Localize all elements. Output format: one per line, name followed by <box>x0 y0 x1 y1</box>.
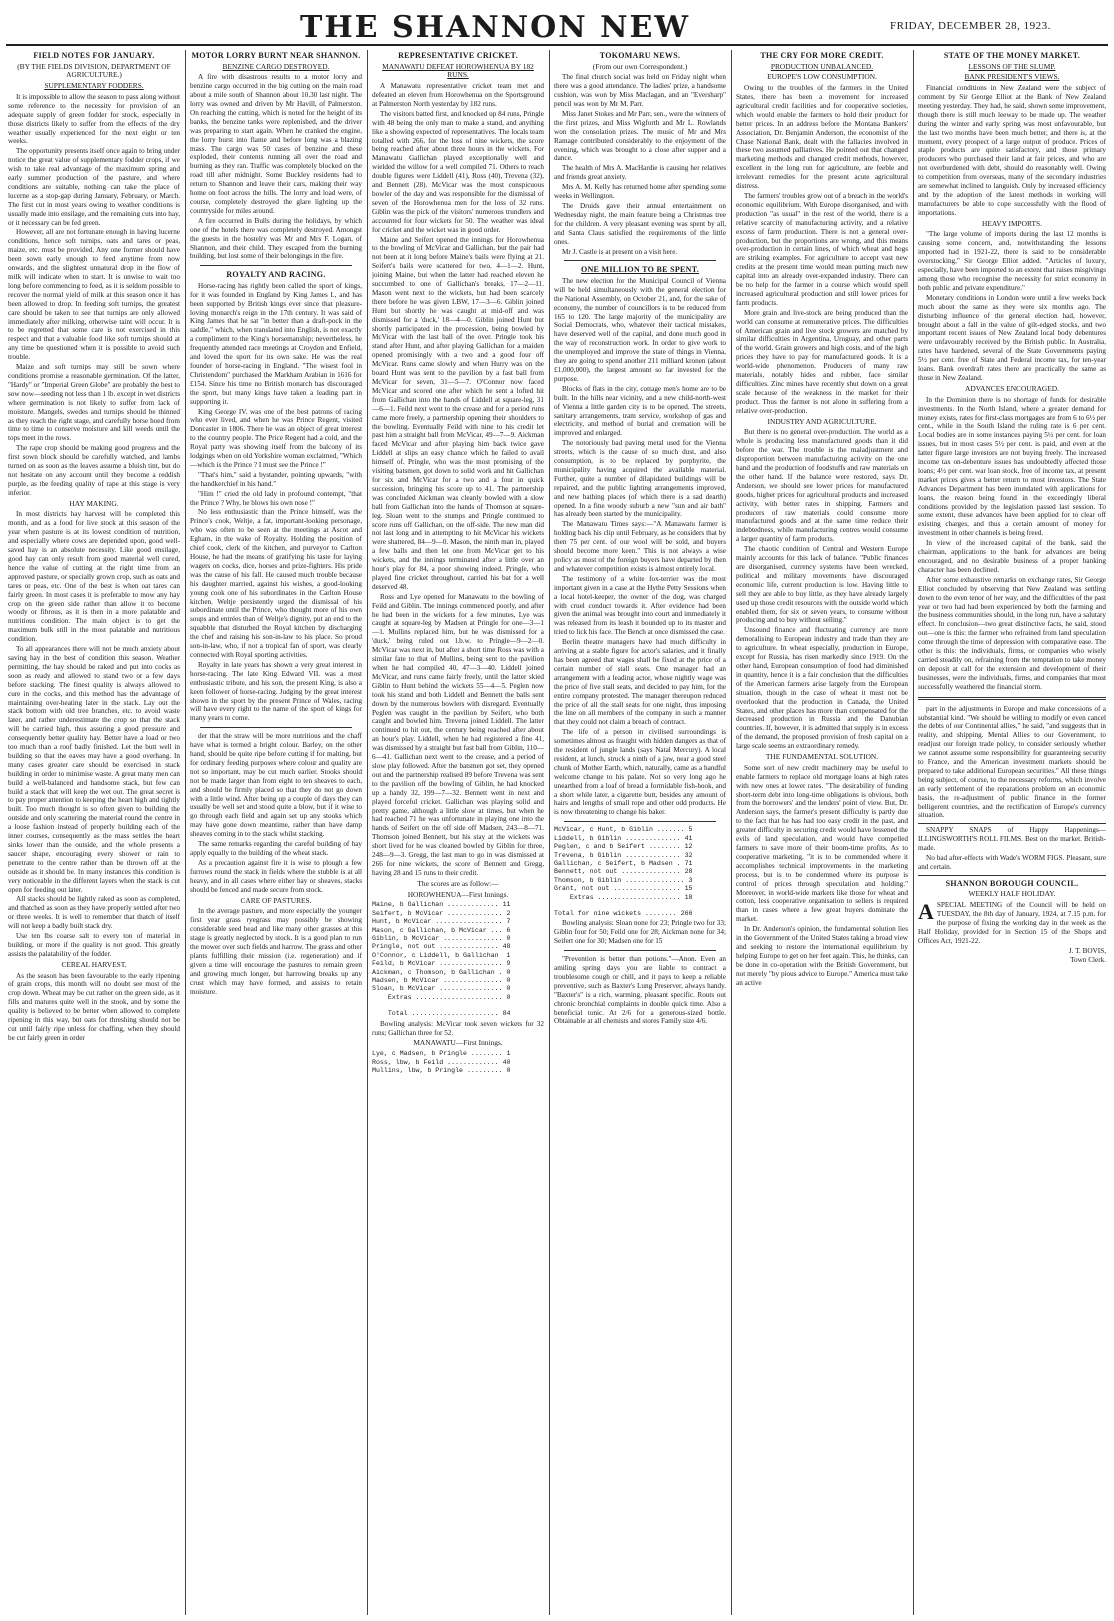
column-tokomaru <box>554 50 726 1615</box>
score-line: Trevena, b Giblin .............. 32 <box>554 851 693 859</box>
score-line: Maine, b Gallichan ............. 11 <box>372 901 511 909</box>
article-body <box>918 705 1106 821</box>
score-line <box>372 1002 544 1010</box>
paragraph: The testimony of a white fox-terrier was the most important given in a case at the Hythe Petty Sessions when a local hotel-keeper, the owner of the dog, was charged with cruel conduct towards it. After evidence had been given the animal was brought into court and immediately it was released from its leash it bounded up to its master and tried to lick his face. The Bench at once dismissed the case. <box>554 574 726 637</box>
byline: (From our own Correspondent.) <box>592 61 688 71</box>
subheading: BANK PRESIDENT'S VIEWS. <box>964 72 1060 82</box>
subheading: MANAWATU DEFEAT HOROWHENUA BY 182 RUNS. <box>382 61 534 80</box>
subheading: ADVANCES ENCOURAGED. <box>965 383 1059 393</box>
paragraph: King George IV. was one of the best patrons of racing who ever lived, and when he was Prince Regent, visited Doncaster in 1806. There he was an object of great interest to the country people. The Price Regent had a cold, and the Royal party was showing itself from the balcony of its lodgings when on old Yorkshire woman exclaimed, "Which—which is the Prince ? I must see the Prince !" <box>190 407 362 469</box>
score-line: Grant, not out ................. 15 <box>554 885 693 893</box>
paragraph: Owing to the troubles of the farmers in the United States, there has been a movement for increased agricultural credit facilities and for cooperative societies, which would enable the farmers to hold their product for better prices. In an address before the Montana Bankers' Association, Dr. Benjamin Anderson, the economist of the Chase National Bank, dealt with the fallacies involved in these two assumed palliatives. He pointed out that changed marketing methods and changed credit methods, however, excellent in the long run for agriculture, are feeble and irrelevant remedies for the present acute agricultural distress. <box>736 84 908 191</box>
innings-heading: MANAWATU—First Innings. <box>413 1038 503 1048</box>
paragraph: After some exhaustive remarks on exchange rates, Sir George Elliot concluded by observing that New Zealand was settling down to the even tenor of her way, and the difficulties of the past year or two had had been experienced by both the farming and the business communities should, in the long run, have a salutary effect. In conclusion—two great distinctive facts, he said, stood out—one is this: the farmer who refrained from land speculation come through the time of depression with comparative ease. The other is this: the individuals, firms, or companies who wisely carried steadily on, refraining from the temptation to take money on deposit at call for the extension and development of their businesses, were the individuals, firms, and companies that most successfully weathered the financial storm. <box>918 575 1106 691</box>
paragraph: Mrs A. M. Kelly has returned home after spending some weeks in Wellington. <box>554 183 726 201</box>
column-credit <box>736 50 908 1615</box>
article-body <box>372 82 544 878</box>
paragraph: The notoriously bad paving metal used for the Vienna streets, which is the cause of so much dust, and also consumption, is to be replaced by porphyrite, the municipality having acquired the available material. Further, quite a number of dilapidated buildings will be repaired, and the public lighting arrangements improved, and new bathing places (of which there is a sad dearth) opened. In a fine woody suburb a new "sun and air bath" has already been started by the municipality. <box>554 439 726 519</box>
paragraph: der that the straw will be more nutritious and the chaff have what is termed a bright colour. Barley, on the other hand, should be quite ripe before cutting if for malting, but for ordinary feeding purposes where colour and quality are not so important, may be cut much earlier. Stooks should not be made larger than from eight to ten sheaves to each, and should be firmly placed so that they do not go down with a little wind. After being up a couple of days they can usually be well set and stood quite a blow, but if it wise to go through each field and again set up any stooks which may have gone down meantime, rather than have damp sheaves coming in to the stack whilst stacking. <box>190 732 362 839</box>
score-line: Mullins, lbw, b Pringle ......... 0 <box>372 1067 511 1075</box>
column-rule <box>367 50 368 1615</box>
paragraph: But there is no general over-production. The world as a whole is producing less manufactured goods than it did before the war. The trouble is the maladjustment and disproportion between manufacturing activity on the one hand and the production of foodstuffs and raw materials on the other hand. If the balance were restored, says Dr. Anderson, we should see lower prices for manufactured goods, higher prices for agricultural products and increased activity, with better rates in shipping. Farmers and producers of raw materials could consume more manufactured goods and at the same time reduce their indebtedness, while manufacturing centres would consume a larger quantity of farm products. <box>736 428 908 544</box>
divider <box>564 950 716 951</box>
score-line: Total for nine wickets ........ 266 <box>554 909 693 917</box>
column-rule <box>731 50 732 1615</box>
paragraph: The health of Mrs A. MacHardie is causing her relatives and friends great anxiety. <box>554 164 726 182</box>
article-body <box>190 732 362 894</box>
advertisement <box>918 823 1106 876</box>
newspaper-title: THE SHANNON NEW <box>300 10 691 45</box>
scorecard <box>554 826 726 918</box>
article-body <box>190 73 362 261</box>
subheading: CEREAL HARVEST. <box>61 959 127 969</box>
score-line: Extras ...................... 0 <box>372 993 511 1001</box>
article-body <box>918 230 1106 382</box>
subheading: LESSONS OF THE SLUMP. <box>968 61 1056 71</box>
paragraph: Horse-racing has rightly been called the sport of kings, for it was founded in England by King James I., and has been supported by British kings ever since that pleasure-loving monarch's reign in the 17th century. It was said of King James that he sat "in better than a draft-pock in the saddle," which, when translated into English, is not exactly a compliment to the King's horsemanship; nevertheless, he frequently attended race meetings at Croydon and Enfield, and loved the sport for its own sake. He was the real founder of horse-racing in England. "The wisest fool in Christendom" purchased the Markham Arabian in 1616 for £154. Since his time no British monarch has discouraged the sport, but many kings have taken a leading part in supporting it. <box>190 281 362 406</box>
paragraph: As the season has been favourable to the early ripening of grain crops, this month will no doubt see most of the crop down. Wheat may be cut rather on the green side, as it fills and matures quite well in the stook, and by some the quality is believed to be better when allowed to complete ripening in this way, but oats for threshing should not be cut until fairly ripe unless for chaffing, when they should be cut fairly green in order <box>8 971 180 1042</box>
column-money-market <box>918 50 1106 1615</box>
divider <box>564 821 716 822</box>
scores-intro: The scores are as follow:— <box>417 878 499 888</box>
paragraph: All stacks should be lightly raked as soon as completed, and thatched as soon as they have properly settled after two or three weeks. It is well to remember that thatch of itself will not keep a badly built stack dry. <box>8 895 180 931</box>
score-line: Sloan, b McVicar ................ 0 <box>372 985 511 993</box>
paragraph: Maize and soft turnips may still be sown where conditions promise a reasonable germination. Of the latter, "Hardy" or "Imperial Green Globe" are probably the best to sow now—seeding not less than 1 lb. except in wet districts where germination is not likely to suffer from lack of moisture. Mangels, swedes and turnips should be thinned as they reach the right stage, and carefully horse hoed from time to time to conserve moisture and kill weeds until the tops meet in the rows. <box>8 363 180 443</box>
headline: ROYALTY AND RACING. <box>226 270 326 280</box>
paragraph: Ross and Lye opened for Manawatu to the bowling of Feild and Giblin. The innings commenced poorly, and after he had been in the wickets for a few minutes, Lye was caught at square-leg by Madsen at Pringle for one—3—1—1. Mullins replaced him, but he was dismissed for a 'duck,' being ruled out l.b.w. to Pringle—9—2—0. McVicar was next in, but after a short time Ross was with a similar fate to that of Mullins, being sent to the pavilion when he had compiled 40, 47—3—40. Liddell joined McVicar, and runs came fairly freely, until the latter skied Giblin to Hunt behind the wickets 55—4—5. Peglen now took his stand and both Liddell and Bennett the balls sent down by the numerous bowlers with disregard. Eventually Peglen was caught in the pavilion by Seifert, who both caught and bowled him. Trevena joined Liddell. The latter continued to hit out, the century being reached after about an hour's play. Liddell, when he had registered a fine 41, was dismissed by a straight but fast ball from Giblin, 110—6—41. Gallichan next went to the crease, and a period of slow play followed. After the batsmen got set, they opened out and the partnership realised 89 before Trevena was sent to the pavilion off the bowling of Giblin, he had knocked up a handy 32, 199—7—32. Bennett went in next and played forceful cricket. Gallichan was playing solid and pretty game, although a little slow at times, but when he had reached 71 he was unfortunate in playing one into the hands of Seifert on the off side off Madsen, 243—8—71. Thomson joined Bennett, but his stay at the wickets was short lived for he was cleaned bowled by Giblin for three, 248—9—3. Gregg, the last man to go in was dismissed at 266 for nine wickets, the score of Bennett and Gregg, having 28 and 15 runs to their credit. <box>372 592 544 877</box>
score-line: Total ...................... 84 <box>372 1010 511 1018</box>
column-rule <box>185 50 186 1615</box>
score-line: Extras ..................... 18 <box>554 893 693 901</box>
headline: TOKOMARU NEWS. <box>599 51 681 60</box>
divider <box>564 260 716 261</box>
score-line: Mason, c Gallichan, b McVicar ... 6 <box>372 926 511 934</box>
score-line: Peglen, c and b Seifert ........ 12 <box>554 843 693 851</box>
paragraph: The final church social was held on Friday night when there was a good attendance. The ladies' prize, a handsome cushion, was won by Miss Maclagan, and an "Eversharp" pencil was won by Mr M. Parr. <box>554 73 726 109</box>
headline: ONE MILLION TO BE SPENT. <box>580 265 700 275</box>
paragraph: Financial conditions in New Zealand were the subject of comment by Sir George Elliot at the Bank of New Zealand meeting yesterday. They had, he said, shown some improvement, though there is still much leeway to be made up. The weather during the winter and early spring was most unfavourable, but the last two months have been much better, and there is, at the moment, every prospect of a large output of produce. Prices of staple products are quite satisfactory, and those primary producers who purchased their land at fair prices, and who are not overburdened with debt, should do reasonably well. Owing to competition from overseas, many of the secondary industries are somewhat inclined to languish. Only by increased efficiency and by the adoption of the latest methods in working will manufacturers be able to cope successfully with the flood of importations. <box>918 84 1106 217</box>
subheading: CARE OF PASTURES. <box>240 895 312 905</box>
paragraph: "That's him," said a bystander, pointing upwards, "with the handkerchief in his hand." <box>190 470 362 488</box>
paragraph: The chaotic condition of Central and Western Europe mainly accounts for this lack of balance. "Public finances are disorganised, currency systems have been wrecked, political and military movements have discouraged economic life, current production is low. Having little to sell they are able to buy little, as they have already largely used up those credit resources with the outside world which enabled them, for six or seven years, to consume without producing and to buy without selling." <box>736 545 908 625</box>
ad-text: SNAPPY SNAPS of Happy Happenings—ILLINGSWORTH'S ROLL FILMS. Best on the market. British-made. <box>918 826 1106 853</box>
article-body <box>736 428 908 751</box>
paragraph: The farmers' troubles grow out of a breach in the world's economic equilibrium. With Europe disorganised, and with production "as usual" in the rest of the world, there is a relative scarcity of manufacturing activity, and a relative excess of farm production. There is not a general over-production, but the proportions are wrong, and this means over-production in certain lines, of which wheat and hogs are striking examples. For agriculture to accept vast new credits at the present time would mean putting much new capital into an already over-expanded industry. There can be no help for the farmer in a course which would spell increased agricultural production and still lower prices for farm products. <box>736 191 908 307</box>
score-line <box>554 902 726 910</box>
article-body <box>918 84 1106 218</box>
score-line: Gallichan, c Seifert, b Madsen . 71 <box>554 859 693 867</box>
paragraph: As a precaution against fire it is wise to plough a few furrows round the stack in fields where the stubble is at all heavy, and in all cases where either hay or sheaves, stacks should be fenced and made secure from stock. <box>190 858 362 894</box>
divider <box>200 727 352 728</box>
subheading: HAY MAKING. <box>69 498 119 508</box>
drop-cap: A <box>918 899 934 925</box>
article-body <box>190 282 362 723</box>
subheading: SUPPLEMENTARY FODDERS. <box>44 81 144 91</box>
paragraph: No less enthusiastic than the Prince himself, was the Prince's cook, Weltje, a fat, important-looking personage, who was often to be seen at the meetings at Ascot and Egham, in the wake of Royalty. Holding the position of chief cook, clerk of the kitchen, and purveyor to Carlton House, he had the means of gratifying his taste for laying wagers on cocks, dice, horses and prize-fighters. His pride was the cause of his fall. He caused much trouble because his daughter married, against his wishes, a good-looking young cook one of his subordinates in the Carlton House kitchen. Weltje persistently urged the dismissal of his subordinate until the Prince, who thought more of his own soups and entrées than of Weltje's dignity, put an end to the squabble that disturbed the Royal kitchen by discharging the chef and raising his son-in-law to his place. So proud son-in-law, who, if not a tropical fan of sport, was clearly connected with Royal sporting activities. <box>190 508 362 659</box>
paragraph: The visitors batted first, and knocked up 84 runs, Pringle with 48 being the only man to make a stand, and anything like a showing expected of representatives. The locals team totalled with 266, for the loss of nine wickets, the score being reached after about three hours in the wickets. For Manawatu Gallichan played exceptionally well and wielded the willow for a well compiled 71. Others to reach double figures were Liddell (41), Ross (40), Trevena (32), and Bennett (28). McVicar was the most conspicuous bowler of the day and was responsible for the dismissal of seven of the Horowhenua men for the loss of 32 runs. Giblin was the pick of the visitors' numerous trundlers and accounted for four wickets for 50. The weather was ideal for cricket and the wicket was in good order. <box>372 109 544 234</box>
paragraph: To all appearances there will not be much anxiety about saving hay in the best of condition this season. Weather permitting, the hay should be raked and put into cocks as soon as ready and allowed to stand two or a few days before stacking. The finest quality is always allowed to cure in the cocks, and this method has the advantage of maintaining over-heating later in the stack. Lay out the stack bottom with old tree branches, etc. to avoid waste later, and rather underestimate the crop so that the stack will be carried high, thus assuring a good pressure and consequently better quality hay. Better have a load or two too much than a roof badly finished. Let the butt well in building so that the eaves may have a good overhang. In many cases greater care should be exercised in stack building in order to minimise waste. A great many men can build a well-balanced and handsome stack, but few can build a stack that will keep the wet out. The great secret is to pay proper attention to keeping the heart high and tightly built. Too much thought is so often given to building the outside and only scattering the material round the centre in a loose fashion instead of properly building each of the inner courses, consequently as the mass settles the heart sinks lower than the outside, and the whole presents a saucer shape, encouraging every shower or rain to penetrate to the centre rather than be thrown off at the outside as it should be. In many instances this condition is very noticeable in the different layers when the stack is cut open for feeding out later. <box>8 645 180 894</box>
paragraph: More grain and live-stock are being produced than the world can consume at remunerative prices. The difficulties of American grain and live stock growers are matched by similar difficulties in Argentina, Uruguay, and other parts of the world. Grain growers and high costs, and of the high prices they have to pay for manufactured goods. It is a world-wide phenomenon. Producers of many raw materials, notably hides and rubber, face similar difficulties. Zinc mines have recently shut down on a great scale because of the weakness in the market for their product. Thus the farmer is not alone in suffering from a relative over-production. <box>736 308 908 415</box>
bowling-analysis: Bowling analysis: Sloan none for 23; Pringle two for 33; Giblin four for 50; Feild one for 28; Aickman none for 34; Seifert one for 30; Madsen one for 15 <box>554 919 726 946</box>
score-line: Aickman, c Thomson, b Gallichan . 0 <box>372 968 511 976</box>
divider <box>918 697 1106 700</box>
score-line: Hunt, b McVicar ................. 7 <box>372 918 511 926</box>
paragraph: The life of a person in civilised surroundings is sometimes almost as fraught with hidden dangers as that of the resident of jungle lands (says Natal Mercury). A local resident, at lunch, struck a ninth of a jaw, near a good steel chunk of Mother Earth, which, naturally, came as a handful welcome change to his palate. Not so very long ago he unearthed from a loaf of bread a formidable fish-hook, and a short while later, a cigarette butt, besides any amount of hairs and lengths of small rope and other odd products. He is now threatening to change his baker. <box>554 728 726 817</box>
paragraph: The opportunity presents itself once again to bring under notice the great value of supplementary fodder crops, if we wish to take real advantage of the maximum spring and early summer production of the pasture, and where conditions are suitable, nothing can take the place of lucerne as a stop-gap during January, February, or March. The first cut in most years owing to weather conditions is usually made into ensilage, and the remaining cuts into hay, or it necessary can be fed green. <box>8 147 180 227</box>
paragraph: In most districts hay harvest will be completed this month, and as a food for live stock at this season of the year when pasture is at its lowest condition of nutrition, and especially where cows are depended upon, good well-saved hay is an absolute necessity. Like good ensilage, good hay can only result from good material well cured, hence the value of cutting at the right time from an approved pasture, or specially grown crop, such as oats and tares or peas, etc. One of the best is when oat tares can fairly green. In most cases it is preferable to mow any hay crop on the green side rather than allow it to become woody or fibrous, as it is then in a more palatable and nutritious condition. The main object is to get the maximum bulk still in the most palatable and nutritious condition. <box>8 510 180 644</box>
paragraph: A fire occurred in Bulls during the holidays, by which one of the hotels there was completely destroyed. Amongst the guests in the hostelry was Mr and Mrs F. Logan, of Shannon, and their child. They escaped from the burning building, but lost some of their belongings in the fire. <box>190 216 362 261</box>
paragraph: "Prevention is better than potions."—Anon. Even an amiling spring days you are liable to contract a troublesome cough or chill, and it pays to keep a reliable preventive, such as Baxter's Lung Preserver, always handy. "Baxter's" is a rich, warming, pleasant specific. Routs out chronic bronchial complaints in double quick time. Also a beneficial tonic. At 2/6 for a generous-sized bottle. Obtainable at all chemists and stores Family size 4/6. <box>554 955 726 1026</box>
paragraph: Royalty in late years has shown a very great interest in horse-racing. The late King Edward VII. was a most enthusiastic tribute, and his son, the present King, is also a keen follower of horse-racing. Judging by the great interest shown in the sport by the present Prince of Wales, racing will have every right to the name of the sport of kings for many years to come. <box>190 660 362 723</box>
paragraph: The Druids gave their annual entertainment on Wednesday night, the main feature being a Christmas tree for the children. A very pleasant evening was spent by all, and Santa Claus satisfied the requirements of the little ones. <box>554 201 726 246</box>
article-body <box>554 277 726 817</box>
scorecard <box>372 1050 544 1075</box>
paragraph: Use ten lbs coarse salt to every ton of material in building, or more if the quality is not good. This greatly assists the palatability of the fodder. <box>8 932 180 958</box>
paragraph: "The large volume of imports during the last 12 months is causing some concern, and, notwithstanding the lessons imported had in 1921-22, there is said to be considerable overstocking," Sir George Elliot added. "Articles of luxury, especially, have been imported to an extent that raises misgivings among those who recognise the necessity for strict economy in both public and private expenditure." <box>918 230 1106 292</box>
score-line: Feild, b McVicar ................ 9 <box>372 960 511 968</box>
article-body <box>190 907 362 996</box>
paragraph: However, all are not fortunate enough in having lucerne conditions, hence soft turnips, oats and tares or peas, maize, etc. must be provided. Any one former should have been sown early enough to feed anytime from now onwards, and the slightest unnatural drop in the flow of milk will indicate when to start. It is unwise to wait too long before commencing to feed, as it is seldom possible to recover the normal yield of milk at this season once it has been allowed to drop. In feeding soft turnips, the greatest care should be taken to see that turnips are only allowed immediately after milking, otherwise taint will occur. It is to be regretted that some care is not exercised in this respect and that a valuable food like soft turnips should at any time be questioned when it is possible to avoid such trouble. <box>8 228 180 362</box>
subheading: INDUSTRY AND AGRICULTURE. <box>767 416 877 426</box>
paragraph: Blocks of flats in the city, cottage men's home are to be built. In the hills near vicinity, and a new child-north-west of Vienna a little garden city is to be opened. The streets, sanitary arrangements, tram service, workshop of gas and electricity, and method of burial and cremation will be improved and enlarged. <box>554 384 726 438</box>
score-line: O'Connor, c Liddell, b Gallichan 1 <box>372 951 511 959</box>
paragraph: In the average pasture, and more especially the younger first year grass ryegrass may possibly be showing considerable seed head and like many other grasses at this stage is greatly neglected by stock. It is a good plan to run the mower over such fields and harrow. The grass and other plants fulfilling their mission (i.e. regeneration) and if given a time will encourage the pastures to remain green and growing much longer, but harrowing breaks up any crust which may have formed, and assists to retain moisture. <box>190 907 362 996</box>
paragraph: Monetary conditions in London were until a few weeks back much about the same as they were six months ago. The disturbing influence of the general election had, however, brought about a fall in the value of gilt-edged stocks, and two important recent issues of New Zealand local body debentures were unfavourably received by the British public. In Australia, rates have hardened, several of the State Governments paying 5½ per cent. free of State and Federal income tax, for ten-year loans. Bank overdraft rates there are practically the same as those in New Zealand. <box>918 293 1106 382</box>
article-body <box>736 764 908 988</box>
signature: J. T. BOVIS, <box>1068 946 1106 955</box>
column-rule <box>913 50 914 1615</box>
score-line: Madsen, b McVicar ............... 0 <box>372 977 511 984</box>
paragraph: In Dr. Anderson's opinion, the fundamental solution lies in the Government of the United States taking a broad view and seeking to restore the international equilibrium by helping Europe to get on her feet again. This, he thinks, can be done in co-operation with the British Government, but not merely "by pious advice to Europe." America must take an active <box>736 925 908 987</box>
article-body <box>8 972 180 1043</box>
notice <box>918 901 1106 946</box>
masthead <box>0 10 1114 44</box>
notice-text: SPECIAL MEETING of the Council will be held on TUESDAY, the 8th day of January, 1924, at 7.15 p.m. for the purpose of fixing the working day in the week as the Half Holiday, provided for in Section 15 of the Shops and Offices Act, 1921-22. <box>918 901 1106 945</box>
article-body <box>8 93 180 498</box>
subheading: EUROPE'S LOW CONSUMPTION. <box>767 72 877 82</box>
paragraph: It is impossible to allow the season to pass along without some reference to the necessity for provision of an adequate supply of green fodder for stock, especially in those districts likely to suffer from the effects of the dry weather usually experienced for the next eight or ten weeks. <box>8 92 180 146</box>
headline: THE CRY FOR MORE CREDIT. <box>760 51 884 60</box>
paragraph: Some sort of new credit machinery may be useful to enable farmers to replace old mortgage loans at high rates with new ones at lower rates. "The desirability of funding short-term debt into long-time obligations is obvious, both from the borrowers' and the lenders' point of view. But, Dr. Anderson says, the farmer's present difficulty is partly due to the fact that he has had too easy credit in the past, and greater difficulty in securing credit would have lessened the evils of land speculation, and would have compelled farmers to save more of their boom-time profits. As to cooperative marketing, "it is to be commended where it accomplishes technical improvements in the marketing process, but is to be condemned where its purpose is control of prices through speculation and holding." Moreover, in world-wide markets like those for wheat and cotton, less cooperative organisation to sellers is required than in cases where a few great buyers dominate the market. <box>736 763 908 924</box>
paragraph: Unsound finance and fluctuating currency are more demoralising to European industry and trade than they are to agriculture. In wheat especially, production in Europe, except for Russia, has risen markedly since 1919. On the other hand, European consumption of food had diminished in quantity, hence it is a fair conclusion that the difficulties of the American farmers arise largely from the European situation, though in the case of wheat it must not be overlooked that the production in Canada, the United States, and other places has more than compensated for the decreased production in Russia and the Danubian countries. If, however, it is admitted that supply is in excess of the demand, the proposed provision of fresh capital on a large scale seems an extraordinary remedy. <box>736 626 908 751</box>
scorecard <box>372 901 544 1018</box>
ad-text: No bad after-effects with Wade's WORM FIGS. Pleasant, sure and certain. <box>918 854 1106 871</box>
score-line: Seifert, b McVicar .............. 2 <box>372 909 511 917</box>
headline: MOTOR LORRY BURNT NEAR SHANNON. <box>191 51 361 60</box>
score-line: Pringle, not out ............... 48 <box>372 943 511 951</box>
subheading: THE FUNDAMENTAL SOLUTION. <box>765 752 879 762</box>
subheading: WEEKLY HALF HOLIDAY. <box>968 889 1056 899</box>
byline: (BY THE FIELDS DIVISION, DEPARTMENT OF AGRICULTURE.) <box>17 61 171 80</box>
paragraph: "Him !" cried the old lady in profound contempt, "that the Prince ? Why, he blows his own nose !" <box>190 489 362 507</box>
column-motor-lorry <box>190 50 362 1615</box>
advertisement <box>554 955 726 1026</box>
paragraph: The Manawatu Times says:—"A Manawatu farmer is holding back his clip until February, as he considers that by then 75 per cent. of our wool will be sold, and buyers should become more keen." This is not always a wise policy as most of the foreign buyers have departed by then and whatever competition exists is almost entirely local. <box>554 520 726 573</box>
masthead-rule <box>6 44 1108 46</box>
paragraph: The same remarks regarding the careful building of hay apply equally to the building of the wheat stack. <box>190 840 362 858</box>
paragraph: The rape crop should be making good progress and the first sown block should be carefully watched, and lambs turned on as soon as the leaves assume a bluish tint, but do not hesitate on any account until they become a reddish purple, as the feeding quality of rape at this stage is very inferior. <box>8 444 180 497</box>
subheading: BENZINE CARGO DESTROYED. <box>222 61 330 71</box>
article-body <box>918 396 1106 692</box>
score-line: Thomson, b Giblin ............... 3 <box>554 876 693 884</box>
subheading: PRODUCTION UNBALANCED. <box>770 61 874 71</box>
paragraph: A fire with disastrous results to a motor lorry and benzine cargo occurred in the big cutting on the main road about a mile south of Shannon about 10.30 last night. The lorry was owned and driven by Mr Havill, of Palmerston. On reaching the cutting, which is noted for the height of its banks, the benzine tanks were replenished, and the driver was preparing to start again. When he cranked the engine, the lorry burst into flame and before long was a blazing mass. The cargo was 50 cases of benzine and these exploded, their contents running all over the road and burning as they ran. Traffic was completely blocked on the road till after midnight. Some Buckley residents had to return to Shannon and leave their cars, making their way home on foot across the hills. The lorry and load were, of course, completely destroyed the glare lighting up the countryside for miles around. <box>190 73 362 215</box>
article-body <box>554 73 726 256</box>
paragraph: Mr J. Castle is at present on a visit here. <box>562 247 678 256</box>
headline: SHANNON BOROUGH COUNCIL. <box>945 878 1079 888</box>
score-line: Ross, lbw, b Feild ............. 40 <box>372 1058 511 1066</box>
score-line: Lye, c Madsen, b Pringle ........ 1 <box>372 1050 511 1058</box>
score-line: Bennett, not out ............... 28 <box>554 868 693 876</box>
column-rule <box>549 50 550 1615</box>
paragraph: Maine and Seifert opened the innings for Horowhenua to the bowling of McVicar and Gallichan, but the pair had not been at it long before Maine's bails were flying at 21. Seifert's bails were scattered for two. 4—1—2. Hunt, joining Maine, but when the latter had reached eleven he succumbed to one of Gallichan's breaks, 17—2—11. Mason went next to the wickets, but had been scarcely there before he was given LBW, 17—3—6. Giblin joined Hunt but shortly he was caught at mid-off and was dismissed for a 'duck,' 18—4—0. Giblin joined Hunt but shortly participated in the procession, being bowled by McVicar with the last ball of the over. Pringle took his stand after Hunt, and after playing Gallichan for a maiden opened promisingly with a two and a good four off McVicar. Runs came slowly and when Hurry was on the board Hunt was sent to the pavilion by a fast ball from McVicar for seven, 31—5—7. O'Connor now faced McVicar and scored one after which he sent a lofted hit from Gallichan into the hands of Liddell at square-leg, 31—6—1. Feild next went to the crease and for a period runs came more freely, a partnership opening their shoulders to the bowling. Eventually Feild with nine to his credit let past him a straight ball from McVicar, 49—7—9. Aickman faced McVicar and after playing him back twice gave Liddell at slips an easy chance which he failed to avail himself of. Pringle, who was the most promising of the visiting batsmen, got down to solid work and hit Gallichan for six and McVicar for a two and a four in quick succession, bringing his score up to 41. The partnership was concluded Aickman was cleanly bowled with a slow ball from Gallichan into the hands of Thomson at square-leg. Sloan went to the stumps and Pringle continued to score runs off Gallichan, on the off-side. The new man did not last long and in attempting to hit McVicar his wickets were shattered, 84—9—0. Mason, the ninth man in, played a few balls and then let one from McVicar get to his wickets, and the innings terminated after a little over an hour's play for 84, a poor showing indeed. Pringle, who played fine cricket throughout, carried his bat for a well deserved 48. <box>372 235 544 591</box>
column-cricket <box>372 50 544 1615</box>
score-line: Giblin, b McVicar ............... 0 <box>372 934 511 942</box>
bowling-analysis: Bowling analysis: McVicar took seven wickets for 32 runs; Gallichan three for 52. <box>372 1019 544 1037</box>
divider <box>200 265 352 266</box>
score-line: Liddell, b Giblin .............. 41 <box>554 834 693 842</box>
signature-title: Town Clerk. <box>1070 955 1106 964</box>
issue-date: FRIDAY, DECEMBER 28, 1923. <box>890 20 1051 32</box>
score-line: McVicar, c Hunt, b Giblin ....... 5 <box>554 826 693 834</box>
headline: FIELD NOTES FOR JANUARY. <box>33 51 155 60</box>
paragraph: part in the adjustments in Europe and make concessions of a substantial kind. "We should be willing to modify or even cancel the debts of our Continental allies," he said, "and suggests that in reality, and shipping. Mental Allies to our Government, to readjust our foreign trade policy, to consider seriously whether we cannot assume some responsibility for guaranteeing security to France, and the American investment markets should be prepared to take additional European securities." All these things being subject, of course, to the necessary reforms, which involve an early settlement of the reparations problem on an economic basis, the re-adjustment of public finance in the former belligerent countries, and the rectification of Europe's currency situation. <box>918 704 1106 820</box>
column-field-notes <box>8 50 180 1615</box>
innings-heading: HOROWHENUA—First Innings. <box>407 889 509 899</box>
paragraph: In view of the increased capital of the bank, said the chairman, applications to the bank for advances are being encouraged, and no desirable business of a proper banking character has been declined. <box>918 539 1106 574</box>
article-body <box>8 510 180 958</box>
headline: REPRESENTATIVE CRICKET. <box>398 51 518 60</box>
subheading: HEAVY IMPORTS. <box>982 218 1042 228</box>
paragraph: Miss Janet Stokes and Mr Parr, sen., were the winners of the first prizes, and Miss Wigforth and Mr L. Rowlands won the consolation prizes. The music of Mr and Mrs Ramage contributed considerably to the enjoyment of the evening, which was brought to a close after supper and a dance. <box>554 109 726 163</box>
paragraph: In the Dominion there is no shortage of funds for desirable investments. In the North Island, where a greater demand for money exists, rates for first-class mortgages are from 6 to 6½ per cent., while in the South Island the ruling rate is 6 per cent. Local bodies are in some instances paying 5½ per cent. for loan issues, but in most cases 5½ per cent. is paid, and even at the latter figure large investors are not buying freely. The increased income tax on-debenture issues has undoubtedly affected those loans; 4½ per cent. war loan stock, free of income tax, at present market prices gives a better return to most investors. The State Advances Department has been inundated with applications for loans, the reason being found in the exceedingly liberal conditions provided by the legislation passed last session. To some extent, these advances have been applied for to clear off existing charges, and thus a certain amount of money for investment in other channels is being freed. <box>918 395 1106 538</box>
headline: STATE OF THE MONEY MARKET. <box>943 51 1081 60</box>
paragraph: Berlin theatre managers have had much difficulty in arriving at a stable figure for actor's salaries, and it finally has been agreed that wages shall be fixed at the price of a certain number of stall seats. One manager had an arrangement with a leading actor, whose nightly wage was the price of five stall seats, and decided to pay him, for the entire company protested. The manager thereupon reduced the price of all the stall seats for one night, thus imposing the line on all members of the company in such a manner that they could not claim a breach of contract. <box>554 638 726 727</box>
article-body <box>736 84 908 416</box>
paragraph: A Manawatu representative cricket team met and defeated an eleven from Horowhenua on the Sportsground at Palmerston North yesterday by 182 runs. <box>372 82 544 108</box>
paragraph: The new election for the Municipal Council of Vienna will be held simultaneously with the general election for the National Assembly, on October 21, and, for the sake of economy, the number of councillors is to be reduced from 165 to 120. The large majority of the municipality are Social Democrats, who, whatever their tactical mistakes, have deserved well of the capital, and done much good in the way of reconstruction work. In order to give work to the unemployed and improve the state of things in Vienna, they are going to spend another 211 milliard kronen (about £1,000,000), the largest amount so far invested for the purpose. <box>554 276 726 383</box>
